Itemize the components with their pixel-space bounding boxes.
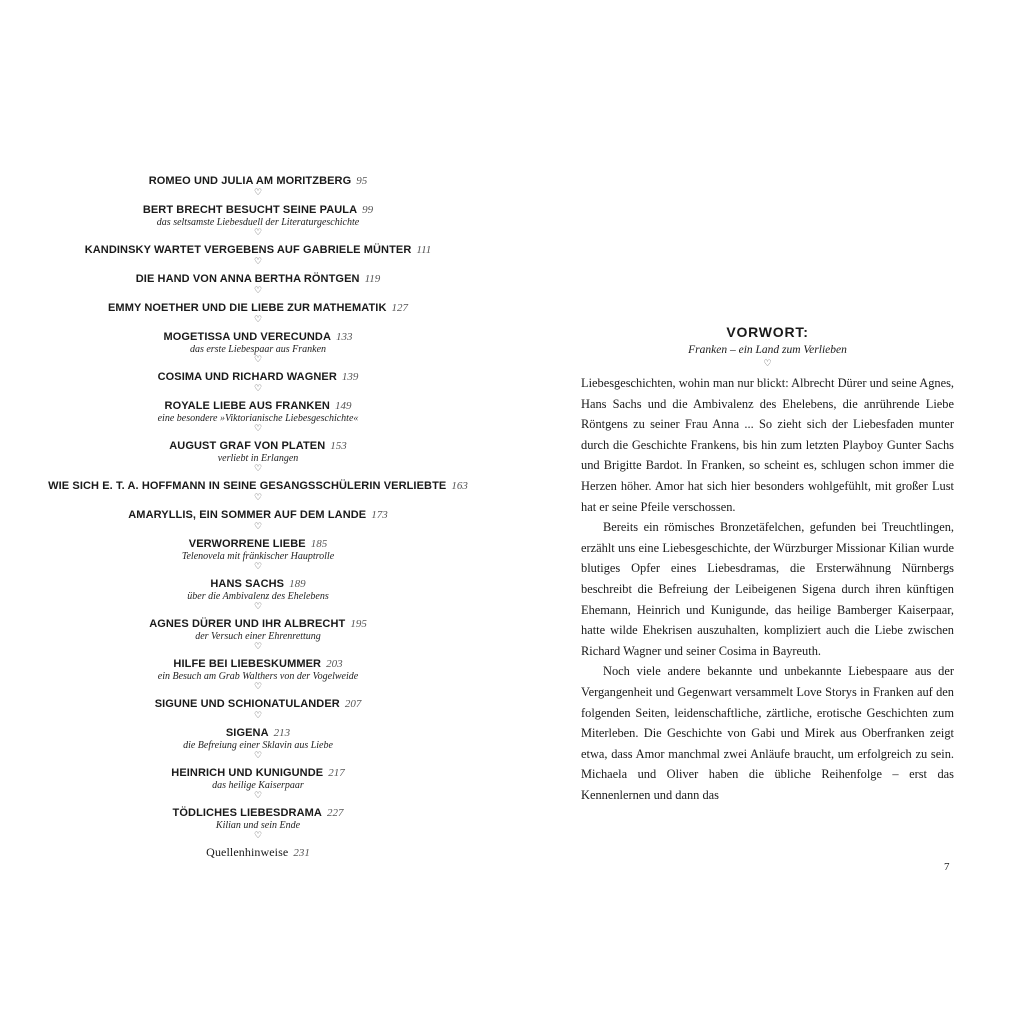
toc-entry-title: DIE HAND VON ANNA BERTHA RÖNTGEN: [135, 273, 360, 285]
toc-entry-title: HEINRICH UND KUNIGUNDE: [171, 767, 324, 779]
toc-entry-subtitle: Telenovela mit fränkischer Hauptrolle: [181, 551, 335, 562]
heart-icon: ♡: [253, 424, 263, 434]
table-of-contents: [40, 173, 476, 864]
toc-entry-title: EMMY NOETHER UND DIE LIEBE ZUR MATHEMATIK: [108, 302, 387, 314]
heart-icon: ♡: [253, 228, 263, 238]
toc-entry: [40, 478, 476, 503]
toc-entry-title: SIGENA: [225, 727, 269, 739]
heart-icon: ♡: [253, 522, 263, 532]
toc-entry: [40, 398, 476, 434]
toc-entry-subtitle: eine besondere »Viktorianische Liebesgeschichte«: [157, 413, 359, 424]
toc-entry-page: 139: [341, 371, 359, 383]
toc-entry-subtitle: ein Besuch am Grab Walthers von der Vogelweide: [157, 671, 359, 682]
heart-icon: ♡: [253, 286, 263, 296]
heart-icon: ♡: [253, 791, 263, 801]
heart-icon: ♡: [253, 711, 263, 721]
toc-entry-title: ROYALE LIEBE AUS FRANKEN: [164, 400, 330, 412]
toc-entry: [40, 725, 476, 761]
heart-icon: ♡: [253, 602, 263, 612]
toc-entry: [40, 576, 476, 612]
toc-entry-title: AUGUST GRAF VON PLATEN: [169, 440, 326, 452]
toc-entry-title: KANDINSKY WARTET VERGEBENS AUF GABRIELE MÜNTER: [84, 244, 412, 256]
toc-entry-page: 153: [330, 440, 347, 452]
heart-icon: ♡: [763, 359, 772, 369]
toc-entry-page: 207: [344, 698, 362, 710]
toc-entry-subtitle: das erste Liebespaar aus Franken: [189, 344, 327, 355]
toc-entry-page: 213: [273, 727, 291, 739]
toc-entry: [40, 536, 476, 572]
toc-entry-page: 195: [350, 618, 367, 630]
toc-entry-subtitle: über die Ambivalenz des Ehelebens: [187, 591, 329, 602]
heart-icon: ♡: [253, 188, 263, 198]
toc-entry-subtitle: die Befreiung einer Sklavin aus Liebe: [183, 740, 333, 751]
foreword-subtitle: Franken – ein Land zum Verlieben: [688, 344, 847, 356]
toc-entry: [40, 329, 476, 365]
heart-icon: ♡: [253, 642, 263, 652]
heart-icon: ♡: [253, 384, 263, 394]
toc-entry: [40, 616, 476, 652]
heart-icon: ♡: [253, 831, 263, 841]
toc-entry-title: ROMEO UND JULIA AM MORITZBERG: [148, 175, 352, 187]
toc-entry-subtitle: das seltsamste Liebesduell der Literaturgeschichte: [156, 217, 360, 228]
toc-entry: [40, 696, 476, 721]
toc-entry-page: 111: [416, 244, 432, 256]
toc-entry: [40, 271, 476, 296]
heart-icon: ♡: [253, 682, 263, 692]
heart-icon: ♡: [253, 464, 263, 474]
toc-entry-title: SIGUNE UND SCHIONATULANDER: [154, 698, 340, 710]
foreword-paragraph: Bereits ein römisches Bronzetäfelchen, gefunden bei Treuchtlingen, erzählt uns eine Liebesgeschichte, der Würzburger Missionar Kilian wurde blutiges Opfer eines Liebesdramas, die Ersterwähnung Nürnbergs beschreibt die Befreiung der Leibeigenen Sigena durch ihren künftigen Ehemann, Heinrich und Kunigunde, das heilige Bamberger Kaiserpaar, hatte wilde Ehekrisen auszuhalten, kompliziert auch die Liebe zwischen Richard Wagner und seiner Cosima in Bayreuth.: [581, 520, 954, 658]
toc-entry-sources: [40, 845, 476, 860]
toc-entry: [40, 242, 476, 267]
toc-entry-title: HANS SACHS: [210, 578, 285, 590]
toc-entry-title: MOGETISSA UND VERECUNDA: [163, 331, 331, 343]
toc-entry: [40, 765, 476, 801]
toc-entry-title: Quellenhinweise: [206, 845, 289, 859]
toc-entry-page: 95: [356, 175, 368, 187]
toc-entry-subtitle: das heilige Kaiserpaar: [212, 780, 304, 791]
toc-entry-title: VERWORRENE LIEBE: [188, 538, 306, 550]
foreword-paragraph: Noch viele andere bekannte und unbekannte Liebespaare aus der Vergangenheit und Gegenwart versammelt Love Storys in Franken auf den folgenden Seiten, leidenschaftliche, zärtliche, erotische Geschichten zum Miterleben. Die Geschichte von Gabi und Mirek aus Oberfranken zeigt etwa, dass Amor manchmal zwei Anläufe braucht, um erfolgreich zu sein. Michaela und Oliver haben die übliche Reihenfolge – erst das Kennenlernen und dann das: [581, 664, 954, 802]
toc-entry-page: 163: [451, 480, 468, 492]
toc-entry-title: HILFE BEI LIEBESKUMMER: [173, 658, 322, 670]
foreword: [581, 323, 954, 805]
toc-entry-page: 173: [371, 509, 388, 521]
toc-entry-page: 217: [328, 767, 345, 779]
toc-entry-subtitle: verliebt in Erlangen: [217, 453, 299, 464]
toc-entry-title: TÖDLICHES LIEBESDRAMA: [172, 807, 322, 819]
toc-entry-title: AMARYLLIS, EIN SOMMER AUF DEM LANDE: [128, 509, 367, 521]
toc-entry-title: COSIMA UND RICHARD WAGNER: [157, 371, 337, 383]
toc-entry-subtitle: Kilian und sein Ende: [215, 820, 301, 831]
toc-entry: [40, 173, 476, 198]
heart-icon: ♡: [253, 562, 263, 572]
toc-entry-page: 189: [289, 578, 306, 590]
page-number: 7: [944, 861, 950, 873]
toc-entry-page: 149: [334, 400, 352, 412]
toc-entry-page: 127: [391, 302, 408, 314]
toc-entry-title: AGNES DÜRER UND IHR ALBRECHT: [149, 618, 346, 630]
foreword-title: VORWORT:: [726, 324, 809, 340]
heart-icon: ♡: [253, 493, 263, 503]
toc-entry-page: 119: [364, 273, 381, 285]
toc-entry-page: 133: [336, 331, 353, 343]
heart-icon: ♡: [253, 315, 263, 325]
toc-entry-page: 185: [310, 538, 328, 550]
foreword-paragraph: Liebesgeschichten, wohin man nur blickt: Albrecht Dürer und seine Agnes, Hans Sachs und die Ambivalenz des Ehelebens, die anrührende Liebe Röntgens zu seiner Frau Anna ... So zieht sich der Liebesfaden munter durch die Geschichte Frankens, bis hin zum letzten Playboy Gunter Sachs und Brigitte Bardot. In Franken, so scheint es, schlugen schon immer die Herzen höher. Amor hat sich hier besonders wohlgefühlt, mit großer Lust hat er seine Pfeile verschossen.: [581, 376, 954, 514]
toc-entry-title: BERT BRECHT BESUCHT SEINE PAULA: [142, 204, 358, 216]
toc-entry: [40, 369, 476, 394]
toc-entry-title: WIE SICH E. T. A. HOFFMANN IN SEINE GESANGSSCHÜLERIN VERLIEBTE: [48, 480, 447, 492]
toc-entry-subtitle: der Versuch einer Ehrenrettung: [195, 631, 321, 642]
toc-entry-page: 203: [326, 658, 343, 670]
heart-icon: ♡: [253, 257, 263, 267]
toc-entry: [40, 438, 476, 474]
toc-entry-page: 99: [362, 204, 374, 216]
toc-entry: [40, 202, 476, 238]
toc-entry: [40, 656, 476, 692]
toc-entry-page: 227: [326, 807, 344, 819]
toc-entry-page: 231: [293, 847, 310, 859]
toc-entry: [40, 805, 476, 841]
foreword-body: [581, 373, 954, 805]
toc-entry: [40, 300, 476, 325]
toc-entry: [40, 507, 476, 532]
heart-icon: ♡: [253, 355, 263, 365]
heart-icon: ♡: [253, 751, 263, 761]
